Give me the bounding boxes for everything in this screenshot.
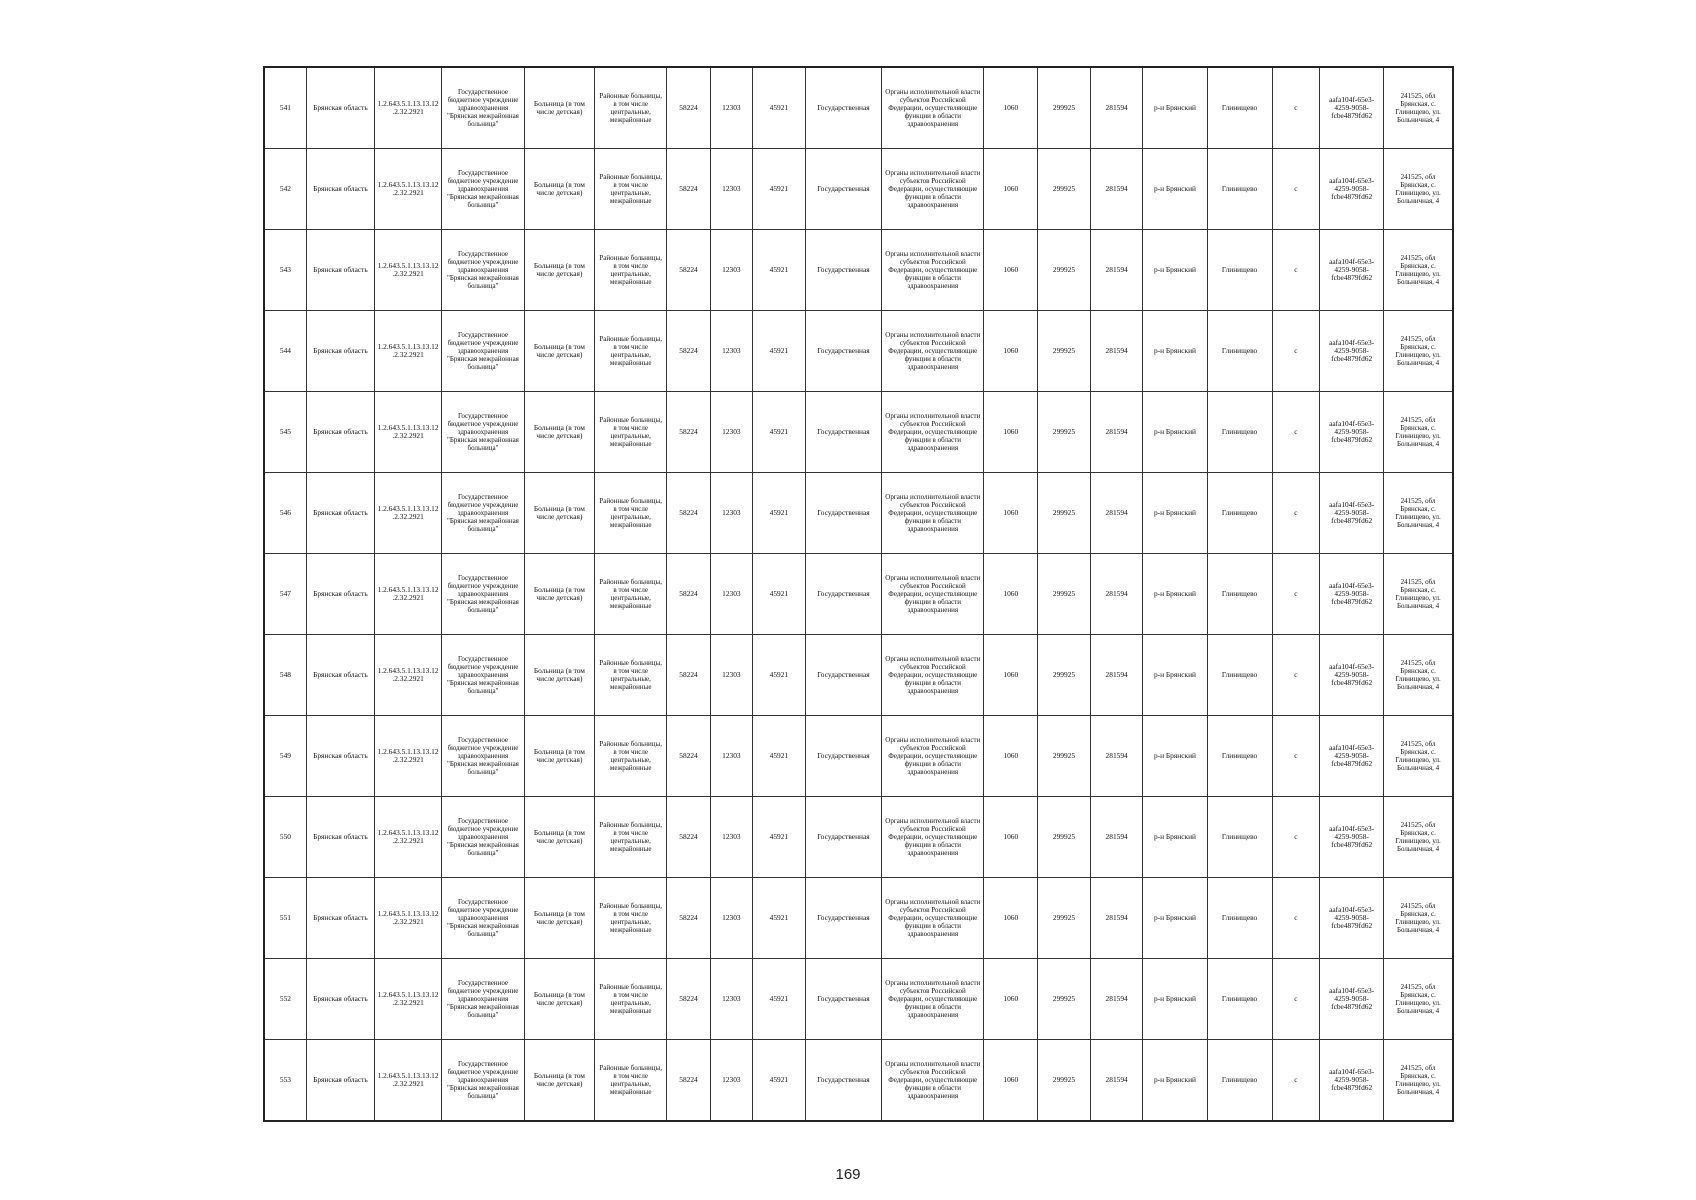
- district-cell: р-н Брянский: [1143, 716, 1207, 797]
- address-cell: 241525, обл Брянская, с. Глинищево, ул. Больничная, 4: [1384, 635, 1453, 716]
- code-5-cell: 299925: [1038, 149, 1091, 230]
- code-1-cell: 58224: [667, 716, 710, 797]
- oid-code-cell: 1.2.643.5.1.13.13.12.2.32.2921: [375, 878, 442, 959]
- oid-code-cell: 1.2.643.5.1.13.13.12.2.32.2921: [375, 230, 442, 311]
- authority-cell: Органы исполнительной власти субъектов Российской Федерации, осуществляющие функции в области здравоохранения: [882, 554, 984, 635]
- code-3-cell: 45921: [753, 311, 806, 392]
- code-3-cell: 45921: [753, 878, 806, 959]
- code-6-cell: 281594: [1090, 635, 1143, 716]
- oid-code-cell: 1.2.643.5.1.13.13.12.2.32.2921: [375, 797, 442, 878]
- row-number-cell: 542: [264, 149, 306, 230]
- organization-name-cell: Государственное бюджетное учреждение здравоохранения "Брянская межрайонная больница": [442, 878, 525, 959]
- code-6-cell: 281594: [1090, 959, 1143, 1040]
- authority-cell: Органы исполнительной власти субъектов Российской Федерации, осуществляющие функции в области здравоохранения: [882, 67, 984, 149]
- table-row: [264, 1040, 1453, 1122]
- organization-name-cell: Государственное бюджетное учреждение здравоохранения "Брянская межрайонная больница": [442, 473, 525, 554]
- authority-cell: Органы исполнительной власти субъектов Российской Федерации, осуществляющие функции в области здравоохранения: [882, 959, 984, 1040]
- organization-name-cell: Государственное бюджетное учреждение здравоохранения "Брянская межрайонная больница": [442, 635, 525, 716]
- settlement-kind-cell: с: [1272, 1040, 1320, 1122]
- code-1-cell: 58224: [667, 878, 710, 959]
- guid-cell: aafa104f-65e3-4259-9058-fcbe4879fd62: [1320, 554, 1384, 635]
- address-cell: 241525, обл Брянская, с. Глинищево, ул. Больничная, 4: [1384, 149, 1453, 230]
- settlement-kind-cell: с: [1272, 959, 1320, 1040]
- ownership-form-cell: Государственная: [805, 473, 881, 554]
- code-4-cell: 1060: [984, 473, 1038, 554]
- organization-name-cell: Государственное бюджетное учреждение здравоохранения "Брянская межрайонная больница": [442, 311, 525, 392]
- code-2-cell: 12303: [710, 230, 752, 311]
- code-5-cell: 299925: [1038, 473, 1091, 554]
- row-number-cell: 548: [264, 635, 306, 716]
- facility-subtype-cell: Районные больницы, в том числе центральные, межрайонные: [595, 149, 667, 230]
- district-cell: р-н Брянский: [1143, 473, 1207, 554]
- guid-cell: aafa104f-65e3-4259-9058-fcbe4879fd62: [1320, 392, 1384, 473]
- ownership-form-cell: Государственная: [805, 67, 881, 149]
- address-cell: 241525, обл Брянская, с. Глинищево, ул. Больничная, 4: [1384, 797, 1453, 878]
- guid-cell: aafa104f-65e3-4259-9058-fcbe4879fd62: [1320, 473, 1384, 554]
- organization-name-cell: Государственное бюджетное учреждение здравоохранения "Брянская межрайонная больница": [442, 230, 525, 311]
- district-cell: р-н Брянский: [1143, 311, 1207, 392]
- guid-cell: aafa104f-65e3-4259-9058-fcbe4879fd62: [1320, 1040, 1384, 1122]
- oid-code-cell: 1.2.643.5.1.13.13.12.2.32.2921: [375, 959, 442, 1040]
- code-4-cell: 1060: [984, 67, 1038, 149]
- facility-subtype-cell: Районные больницы, в том числе центральные, межрайонные: [595, 878, 667, 959]
- oid-code-cell: 1.2.643.5.1.13.13.12.2.32.2921: [375, 149, 442, 230]
- table-row: [264, 878, 1453, 959]
- code-6-cell: 281594: [1090, 311, 1143, 392]
- facility-type-cell: Больница (в том числе детская): [524, 311, 594, 392]
- oid-code-cell: 1.2.643.5.1.13.13.12.2.32.2921: [375, 635, 442, 716]
- code-1-cell: 58224: [667, 554, 710, 635]
- guid-cell: aafa104f-65e3-4259-9058-fcbe4879fd62: [1320, 230, 1384, 311]
- facility-type-cell: Больница (в том числе детская): [524, 1040, 594, 1122]
- code-5-cell: 299925: [1038, 1040, 1091, 1122]
- guid-cell: aafa104f-65e3-4259-9058-fcbe4879fd62: [1320, 797, 1384, 878]
- district-cell: р-н Брянский: [1143, 635, 1207, 716]
- locality-cell: Глинищево: [1207, 1040, 1272, 1122]
- facility-subtype-cell: Районные больницы, в том числе центральные, межрайонные: [595, 716, 667, 797]
- ownership-form-cell: Государственная: [805, 635, 881, 716]
- code-6-cell: 281594: [1090, 878, 1143, 959]
- organization-name-cell: Государственное бюджетное учреждение здравоохранения "Брянская межрайонная больница": [442, 392, 525, 473]
- code-4-cell: 1060: [984, 554, 1038, 635]
- row-number-cell: 544: [264, 311, 306, 392]
- district-cell: р-н Брянский: [1143, 959, 1207, 1040]
- organization-name-cell: Государственное бюджетное учреждение здравоохранения "Брянская межрайонная больница": [442, 554, 525, 635]
- code-3-cell: 45921: [753, 1040, 806, 1122]
- ownership-form-cell: Государственная: [805, 149, 881, 230]
- authority-cell: Органы исполнительной власти субъектов Российской Федерации, осуществляющие функции в области здравоохранения: [882, 716, 984, 797]
- organization-name-cell: Государственное бюджетное учреждение здравоохранения "Брянская межрайонная больница": [442, 67, 525, 149]
- district-cell: р-н Брянский: [1143, 878, 1207, 959]
- code-5-cell: 299925: [1038, 959, 1091, 1040]
- facility-subtype-cell: Районные больницы, в том числе центральные, межрайонные: [595, 959, 667, 1040]
- oid-code-cell: 1.2.643.5.1.13.13.12.2.32.2921: [375, 473, 442, 554]
- table-row: [264, 392, 1453, 473]
- region-cell: Брянская область: [306, 878, 374, 959]
- address-cell: 241525, обл Брянская, с. Глинищево, ул. Больничная, 4: [1384, 67, 1453, 149]
- organization-name-cell: Государственное бюджетное учреждение здравоохранения "Брянская межрайонная больница": [442, 1040, 525, 1122]
- locality-cell: Глинищево: [1207, 878, 1272, 959]
- guid-cell: aafa104f-65e3-4259-9058-fcbe4879fd62: [1320, 149, 1384, 230]
- code-3-cell: 45921: [753, 635, 806, 716]
- ownership-form-cell: Государственная: [805, 959, 881, 1040]
- code-1-cell: 58224: [667, 230, 710, 311]
- ownership-form-cell: Государственная: [805, 230, 881, 311]
- code-2-cell: 12303: [710, 1040, 752, 1122]
- table-row: [264, 230, 1453, 311]
- region-cell: Брянская область: [306, 311, 374, 392]
- settlement-kind-cell: с: [1272, 311, 1320, 392]
- settlement-kind-cell: с: [1272, 554, 1320, 635]
- facility-subtype-cell: Районные больницы, в том числе центральные, межрайонные: [595, 797, 667, 878]
- locality-cell: Глинищево: [1207, 149, 1272, 230]
- code-6-cell: 281594: [1090, 392, 1143, 473]
- region-cell: Брянская область: [306, 716, 374, 797]
- facility-type-cell: Больница (в том числе детская): [524, 149, 594, 230]
- guid-cell: aafa104f-65e3-4259-9058-fcbe4879fd62: [1320, 635, 1384, 716]
- guid-cell: aafa104f-65e3-4259-9058-fcbe4879fd62: [1320, 716, 1384, 797]
- table-row: [264, 149, 1453, 230]
- region-cell: Брянская область: [306, 67, 374, 149]
- facility-type-cell: Больница (в том числе детская): [524, 635, 594, 716]
- region-cell: Брянская область: [306, 473, 374, 554]
- code-3-cell: 45921: [753, 716, 806, 797]
- facility-subtype-cell: Районные больницы, в том числе центральные, межрайонные: [595, 635, 667, 716]
- code-6-cell: 281594: [1090, 797, 1143, 878]
- oid-code-cell: 1.2.643.5.1.13.13.12.2.32.2921: [375, 392, 442, 473]
- ownership-form-cell: Государственная: [805, 554, 881, 635]
- facility-type-cell: Больница (в том числе детская): [524, 959, 594, 1040]
- facility-subtype-cell: Районные больницы, в том числе центральные, межрайонные: [595, 67, 667, 149]
- code-6-cell: 281594: [1090, 1040, 1143, 1122]
- oid-code-cell: 1.2.643.5.1.13.13.12.2.32.2921: [375, 311, 442, 392]
- district-cell: р-н Брянский: [1143, 554, 1207, 635]
- ownership-form-cell: Государственная: [805, 716, 881, 797]
- organization-name-cell: Государственное бюджетное учреждение здравоохранения "Брянская межрайонная больница": [442, 797, 525, 878]
- code-3-cell: 45921: [753, 473, 806, 554]
- code-2-cell: 12303: [710, 716, 752, 797]
- code-1-cell: 58224: [667, 311, 710, 392]
- organization-name-cell: Государственное бюджетное учреждение здравоохранения "Брянская межрайонная больница": [442, 716, 525, 797]
- code-4-cell: 1060: [984, 797, 1038, 878]
- code-1-cell: 58224: [667, 635, 710, 716]
- locality-cell: Глинищево: [1207, 797, 1272, 878]
- code-1-cell: 58224: [667, 473, 710, 554]
- district-cell: р-н Брянский: [1143, 1040, 1207, 1122]
- oid-code-cell: 1.2.643.5.1.13.13.12.2.32.2921: [375, 67, 442, 149]
- settlement-kind-cell: с: [1272, 635, 1320, 716]
- row-number-cell: 552: [264, 959, 306, 1040]
- row-number-cell: 545: [264, 392, 306, 473]
- organization-name-cell: Государственное бюджетное учреждение здравоохранения "Брянская межрайонная больница": [442, 959, 525, 1040]
- code-5-cell: 299925: [1038, 878, 1091, 959]
- authority-cell: Органы исполнительной власти субъектов Российской Федерации, осуществляющие функции в области здравоохранения: [882, 149, 984, 230]
- district-cell: р-н Брянский: [1143, 149, 1207, 230]
- code-6-cell: 281594: [1090, 67, 1143, 149]
- code-5-cell: 299925: [1038, 797, 1091, 878]
- authority-cell: Органы исполнительной власти субъектов Российской Федерации, осуществляющие функции в области здравоохранения: [882, 797, 984, 878]
- authority-cell: Органы исполнительной власти субъектов Российской Федерации, осуществляющие функции в области здравоохранения: [882, 473, 984, 554]
- settlement-kind-cell: с: [1272, 230, 1320, 311]
- code-5-cell: 299925: [1038, 311, 1091, 392]
- code-1-cell: 58224: [667, 1040, 710, 1122]
- region-cell: Брянская область: [306, 1040, 374, 1122]
- region-cell: Брянская область: [306, 635, 374, 716]
- settlement-kind-cell: с: [1272, 67, 1320, 149]
- authority-cell: Органы исполнительной власти субъектов Российской Федерации, осуществляющие функции в области здравоохранения: [882, 878, 984, 959]
- code-2-cell: 12303: [710, 311, 752, 392]
- code-6-cell: 281594: [1090, 149, 1143, 230]
- facility-type-cell: Больница (в том числе детская): [524, 230, 594, 311]
- facility-type-cell: Больница (в том числе детская): [524, 392, 594, 473]
- locality-cell: Глинищево: [1207, 67, 1272, 149]
- region-cell: Брянская область: [306, 230, 374, 311]
- code-6-cell: 281594: [1090, 230, 1143, 311]
- code-2-cell: 12303: [710, 635, 752, 716]
- address-cell: 241525, обл Брянская, с. Глинищево, ул. Больничная, 4: [1384, 473, 1453, 554]
- ownership-form-cell: Государственная: [805, 392, 881, 473]
- region-cell: Брянская область: [306, 392, 374, 473]
- settlement-kind-cell: с: [1272, 473, 1320, 554]
- locality-cell: Глинищево: [1207, 392, 1272, 473]
- address-cell: 241525, обл Брянская, с. Глинищево, ул. Больничная, 4: [1384, 716, 1453, 797]
- code-1-cell: 58224: [667, 959, 710, 1040]
- facility-subtype-cell: Районные больницы, в том числе центральные, межрайонные: [595, 1040, 667, 1122]
- facility-type-cell: Больница (в том числе детская): [524, 878, 594, 959]
- code-5-cell: 299925: [1038, 67, 1091, 149]
- guid-cell: aafa104f-65e3-4259-9058-fcbe4879fd62: [1320, 67, 1384, 149]
- address-cell: 241525, обл Брянская, с. Глинищево, ул. Больничная, 4: [1384, 878, 1453, 959]
- table-row: [264, 959, 1453, 1040]
- facility-subtype-cell: Районные больницы, в том числе центральные, межрайонные: [595, 473, 667, 554]
- code-5-cell: 299925: [1038, 230, 1091, 311]
- guid-cell: aafa104f-65e3-4259-9058-fcbe4879fd62: [1320, 959, 1384, 1040]
- code-2-cell: 12303: [710, 878, 752, 959]
- code-2-cell: 12303: [710, 149, 752, 230]
- facility-type-cell: Больница (в том числе детская): [524, 716, 594, 797]
- row-number-cell: 553: [264, 1040, 306, 1122]
- registry-table: [263, 66, 1454, 1122]
- code-1-cell: 58224: [667, 797, 710, 878]
- code-1-cell: 58224: [667, 149, 710, 230]
- ownership-form-cell: Государственная: [805, 797, 881, 878]
- code-5-cell: 299925: [1038, 392, 1091, 473]
- code-6-cell: 281594: [1090, 473, 1143, 554]
- code-1-cell: 58224: [667, 67, 710, 149]
- code-3-cell: 45921: [753, 797, 806, 878]
- address-cell: 241525, обл Брянская, с. Глинищево, ул. Больничная, 4: [1384, 392, 1453, 473]
- facility-type-cell: Больница (в том числе детская): [524, 67, 594, 149]
- ownership-form-cell: Государственная: [805, 311, 881, 392]
- settlement-kind-cell: с: [1272, 797, 1320, 878]
- address-cell: 241525, обл Брянская, с. Глинищево, ул. Больничная, 4: [1384, 554, 1453, 635]
- locality-cell: Глинищево: [1207, 716, 1272, 797]
- facility-type-cell: Больница (в том числе детская): [524, 473, 594, 554]
- code-4-cell: 1060: [984, 959, 1038, 1040]
- code-5-cell: 299925: [1038, 554, 1091, 635]
- oid-code-cell: 1.2.643.5.1.13.13.12.2.32.2921: [375, 554, 442, 635]
- district-cell: р-н Брянский: [1143, 392, 1207, 473]
- locality-cell: Глинищево: [1207, 554, 1272, 635]
- table-row: [264, 716, 1453, 797]
- table-row: [264, 554, 1453, 635]
- address-cell: 241525, обл Брянская, с. Глинищево, ул. Больничная, 4: [1384, 959, 1453, 1040]
- code-4-cell: 1060: [984, 230, 1038, 311]
- facility-type-cell: Больница (в том числе детская): [524, 554, 594, 635]
- facility-subtype-cell: Районные больницы, в том числе центральные, межрайонные: [595, 554, 667, 635]
- table-row: [264, 67, 1453, 149]
- settlement-kind-cell: с: [1272, 392, 1320, 473]
- authority-cell: Органы исполнительной власти субъектов Российской Федерации, осуществляющие функции в области здравоохранения: [882, 1040, 984, 1122]
- code-2-cell: 12303: [710, 959, 752, 1040]
- ownership-form-cell: Государственная: [805, 878, 881, 959]
- code-4-cell: 1060: [984, 635, 1038, 716]
- code-4-cell: 1060: [984, 149, 1038, 230]
- code-6-cell: 281594: [1090, 716, 1143, 797]
- address-cell: 241525, обл Брянская, с. Глинищево, ул. Больничная, 4: [1384, 230, 1453, 311]
- code-4-cell: 1060: [984, 716, 1038, 797]
- authority-cell: Органы исполнительной власти субъектов Российской Федерации, осуществляющие функции в области здравоохранения: [882, 392, 984, 473]
- code-2-cell: 12303: [710, 554, 752, 635]
- facility-subtype-cell: Районные больницы, в том числе центральные, межрайонные: [595, 230, 667, 311]
- row-number-cell: 547: [264, 554, 306, 635]
- code-3-cell: 45921: [753, 230, 806, 311]
- code-5-cell: 299925: [1038, 716, 1091, 797]
- code-6-cell: 281594: [1090, 554, 1143, 635]
- guid-cell: aafa104f-65e3-4259-9058-fcbe4879fd62: [1320, 878, 1384, 959]
- region-cell: Брянская область: [306, 797, 374, 878]
- locality-cell: Глинищево: [1207, 635, 1272, 716]
- row-number-cell: 549: [264, 716, 306, 797]
- code-4-cell: 1060: [984, 392, 1038, 473]
- row-number-cell: 551: [264, 878, 306, 959]
- code-4-cell: 1060: [984, 878, 1038, 959]
- authority-cell: Органы исполнительной власти субъектов Российской Федерации, осуществляющие функции в области здравоохранения: [882, 635, 984, 716]
- region-cell: Брянская область: [306, 149, 374, 230]
- code-5-cell: 299925: [1038, 635, 1091, 716]
- code-3-cell: 45921: [753, 149, 806, 230]
- settlement-kind-cell: с: [1272, 878, 1320, 959]
- code-2-cell: 12303: [710, 67, 752, 149]
- district-cell: р-н Брянский: [1143, 230, 1207, 311]
- facility-subtype-cell: Районные больницы, в том числе центральные, межрайонные: [595, 392, 667, 473]
- table-row: [264, 797, 1453, 878]
- region-cell: Брянская область: [306, 959, 374, 1040]
- table-row: [264, 635, 1453, 716]
- code-3-cell: 45921: [753, 392, 806, 473]
- oid-code-cell: 1.2.643.5.1.13.13.12.2.32.2921: [375, 1040, 442, 1122]
- locality-cell: Глинищево: [1207, 230, 1272, 311]
- authority-cell: Органы исполнительной власти субъектов Российской Федерации, осуществляющие функции в области здравоохранения: [882, 311, 984, 392]
- region-cell: Брянская область: [306, 554, 374, 635]
- row-number-cell: 541: [264, 67, 306, 149]
- code-4-cell: 1060: [984, 311, 1038, 392]
- code-2-cell: 12303: [710, 797, 752, 878]
- district-cell: р-н Брянский: [1143, 67, 1207, 149]
- row-number-cell: 546: [264, 473, 306, 554]
- code-3-cell: 45921: [753, 554, 806, 635]
- locality-cell: Глинищево: [1207, 959, 1272, 1040]
- district-cell: р-н Брянский: [1143, 797, 1207, 878]
- code-3-cell: 45921: [753, 67, 806, 149]
- guid-cell: aafa104f-65e3-4259-9058-fcbe4879fd62: [1320, 311, 1384, 392]
- code-2-cell: 12303: [710, 392, 752, 473]
- authority-cell: Органы исполнительной власти субъектов Российской Федерации, осуществляющие функции в области здравоохранения: [882, 230, 984, 311]
- address-cell: 241525, обл Брянская, с. Глинищево, ул. Больничная, 4: [1384, 1040, 1453, 1122]
- table-row: [264, 311, 1453, 392]
- facility-type-cell: Больница (в том числе детская): [524, 797, 594, 878]
- locality-cell: Глинищево: [1207, 473, 1272, 554]
- row-number-cell: 543: [264, 230, 306, 311]
- code-1-cell: 58224: [667, 392, 710, 473]
- table-body: [264, 67, 1453, 1121]
- code-2-cell: 12303: [710, 473, 752, 554]
- page-number: 169: [835, 1166, 861, 1183]
- code-4-cell: 1060: [984, 1040, 1038, 1122]
- table-row: [264, 473, 1453, 554]
- organization-name-cell: Государственное бюджетное учреждение здравоохранения "Брянская межрайонная больница": [442, 149, 525, 230]
- row-number-cell: 550: [264, 797, 306, 878]
- address-cell: 241525, обл Брянская, с. Глинищево, ул. Больничная, 4: [1384, 311, 1453, 392]
- code-3-cell: 45921: [753, 959, 806, 1040]
- settlement-kind-cell: с: [1272, 716, 1320, 797]
- ownership-form-cell: Государственная: [805, 1040, 881, 1122]
- oid-code-cell: 1.2.643.5.1.13.13.12.2.32.2921: [375, 716, 442, 797]
- locality-cell: Глинищево: [1207, 311, 1272, 392]
- settlement-kind-cell: с: [1272, 149, 1320, 230]
- facility-subtype-cell: Районные больницы, в том числе центральные, межрайонные: [595, 311, 667, 392]
